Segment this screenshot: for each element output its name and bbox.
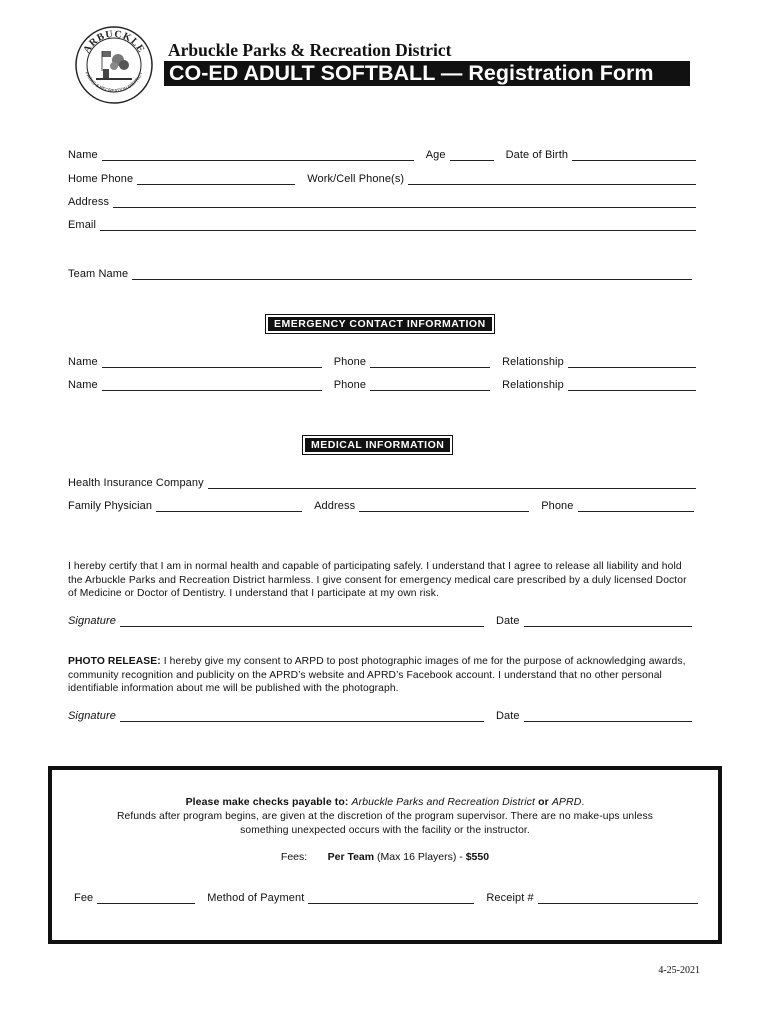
email-label: Email [68, 219, 97, 231]
dob-label: Date of Birth [505, 149, 569, 161]
revision-date: 4-25-2021 [658, 965, 700, 976]
method-field[interactable] [308, 893, 474, 904]
refund-text: Refunds after program begins, are given at the discretion of the program supervisor. There are no make-ups unless something unexpected occurs with the facility or the instructor. [117, 811, 653, 836]
emergency-relationship-label: Relationship [502, 379, 564, 391]
physician-phone-field[interactable] [578, 501, 695, 512]
photo-release-text: I hereby give my consent to ARPD to post photographic images of me for the purpose of acknowledging awards, community recognition and publicity on the APRD’s website and APRD’s Facebook account. I understand that no other personal identifiable information about me will be published with the photograph. [68, 656, 686, 694]
team-name-label: Team Name [68, 268, 129, 280]
medical-heading: MEDICAL INFORMATION [303, 436, 452, 454]
team-name-row [68, 266, 692, 280]
photo-date-label: Date [496, 710, 520, 722]
physician-row [68, 498, 694, 512]
fee-item: Per Team [327, 851, 375, 863]
physician-phone-label: Phone [541, 500, 574, 512]
emergency-name-field-2[interactable] [102, 380, 322, 391]
home-phone-field[interactable] [137, 174, 295, 185]
receipt-label: Receipt # [486, 892, 534, 904]
phone-row [68, 171, 696, 185]
emergency-name-label: Name [68, 356, 98, 368]
receipt-field[interactable] [538, 893, 698, 904]
checks-alt: APRD [551, 796, 582, 808]
name-field[interactable] [102, 150, 414, 161]
district-logo [74, 25, 154, 105]
address-label: Address [68, 196, 110, 208]
photo-signature-row [68, 708, 692, 722]
emergency-phone-field-2[interactable] [370, 380, 490, 391]
fee-field[interactable] [97, 893, 195, 904]
emergency-heading: EMERGENCY CONTACT INFORMATION [266, 315, 494, 333]
physician-address-label: Address [314, 500, 356, 512]
org-name: Arbuckle Parks & Recreation District [168, 40, 452, 60]
form-title: CO-ED ADULT SOFTBALL — Registration Form [164, 61, 690, 86]
name-label: Name [68, 149, 98, 161]
insurance-label: Health Insurance Company [68, 477, 204, 489]
checks-payee: Arbuckle Parks and Recreation District [351, 796, 536, 808]
emergency-row-2 [68, 377, 696, 391]
certification-signature-row [68, 613, 692, 627]
payment-box [48, 766, 722, 944]
checks-lead: Please make checks payable to: [185, 796, 352, 808]
emergency-phone-field-1[interactable] [370, 357, 490, 368]
email-row [68, 217, 696, 231]
fee-amount: $550 [465, 851, 490, 863]
insurance-field[interactable] [208, 478, 696, 489]
method-label: Method of Payment [207, 892, 305, 904]
checks-line [52, 796, 718, 808]
work-phone-label: Work/Cell Phone(s) [307, 173, 405, 185]
age-field[interactable] [450, 150, 494, 161]
emergency-relationship-label: Relationship [502, 356, 564, 368]
emergency-name-field-1[interactable] [102, 357, 322, 368]
emergency-row-1 [68, 354, 696, 368]
photo-release-title: PHOTO RELEASE: [68, 656, 161, 667]
certification-signature-label: Signature [68, 615, 116, 627]
fee-detail: (Max 16 Players) - [374, 851, 466, 863]
certification-text: I hereby certify that I am in normal health and capable of participating safely. I understand that I agree to release all liability and hold the Arbuckle Parks and Recreation District harmless. I give consent for emergency medical care prescribed by a duly licensed Doctor of Medicine or Doctor of Dentistry. I understand that I participate at my own risk. [68, 561, 687, 599]
physician-label: Family Physician [68, 500, 153, 512]
certification-date-label: Date [496, 615, 520, 627]
emergency-name-label: Name [68, 379, 98, 391]
age-label: Age [425, 149, 446, 161]
photo-signature-label: Signature [68, 710, 116, 722]
emergency-phone-label: Phone [333, 356, 367, 368]
home-phone-label: Home Phone [68, 173, 134, 185]
fees-label: Fees: [280, 851, 308, 863]
photo-release-paragraph [68, 655, 698, 696]
physician-address-field[interactable] [359, 501, 529, 512]
emergency-relationship-field-2[interactable] [568, 380, 696, 391]
emergency-phone-label: Phone [333, 379, 367, 391]
address-field[interactable] [113, 197, 696, 208]
fees-line [52, 851, 718, 863]
checks-or: or [535, 796, 552, 808]
certification-signature-field[interactable] [120, 616, 484, 627]
fee-field-label: Fee [74, 892, 94, 904]
emergency-relationship-field-1[interactable] [568, 357, 696, 368]
team-name-field[interactable] [132, 269, 692, 280]
insurance-row [68, 475, 696, 489]
logo-bottom-text: PARKS & RECREATION DISTRICT [84, 71, 144, 94]
checks-end: . [581, 796, 585, 808]
certification-date-field[interactable] [524, 616, 692, 627]
work-phone-field[interactable] [408, 174, 696, 185]
name-row [68, 147, 696, 161]
payment-fields-row [74, 890, 698, 904]
address-row [68, 194, 696, 208]
photo-date-field[interactable] [524, 711, 692, 722]
email-field[interactable] [100, 220, 696, 231]
logo-top-text: ARBUCKLE [81, 28, 147, 56]
physician-field[interactable] [156, 501, 302, 512]
dob-field[interactable] [572, 150, 696, 161]
photo-signature-field[interactable] [120, 711, 484, 722]
